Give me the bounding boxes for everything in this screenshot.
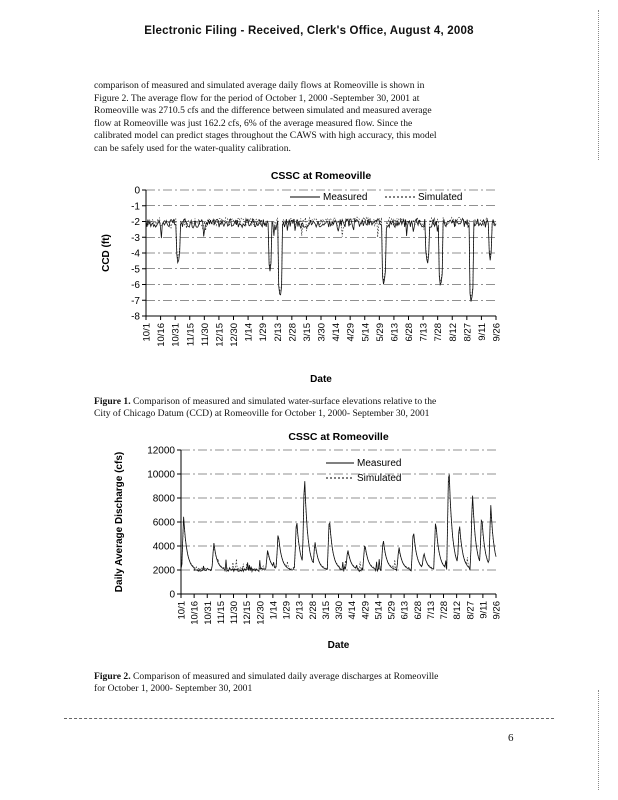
y-tick-label: -7 [131,295,140,307]
x-tick-label: 4/29 [360,601,372,620]
y-tick-label: 0 [134,185,140,197]
y-tick-label: 6000 [152,517,175,529]
x-tick-label: 1/14 [268,601,280,620]
body-line: Figure 2. The average flow for the period of October 1, 2000 -September 30, 2001 at [94,92,420,104]
chart-title: CSSC at Romeoville [288,431,389,443]
figure-2-chart [0,428,618,660]
page-footer-rule [64,718,554,719]
x-tick-label: 12/30 [255,601,267,625]
scan-margin-line [598,10,599,160]
body-line: calibrated model can predict stages throughout the CAWS with high accuracy, this model [94,130,437,142]
y-tick-label: -8 [131,311,140,323]
x-tick-label: 4/29 [345,323,357,342]
x-tick-label: 11/15 [185,323,197,347]
x-tick-label: 3/15 [301,323,313,342]
x-tick-label: 10/31 [202,601,214,625]
x-tick-label: 12/15 [214,323,226,347]
figure-1-caption [94,396,534,421]
x-tick-label: 4/14 [331,323,343,342]
x-tick-label: 10/16 [156,323,168,347]
chart-title: CSSC at Romeoville [270,170,372,182]
x-tick-label: 10/31 [170,323,182,347]
series-line-measured [181,475,496,572]
x-tick-label: 6/13 [389,323,401,342]
x-tick-label: 12/15 [242,601,254,625]
figure-1-caption-text-2: City of Chicago Datum (CCD) at Romeoville for October 1, 2000- September 30, 2001 [94,408,430,420]
y-tick-label: -5 [131,264,140,276]
x-tick-label: 10/1 [176,601,188,620]
y-tick-label: -3 [131,232,140,244]
x-tick-label: 1/14 [243,323,255,342]
figure-2-label: Figure 2. [94,671,131,682]
y-tick-label: -1 [131,201,140,213]
x-tick-label: 5/14 [373,601,385,620]
x-tick-label: 8/12 [452,601,464,620]
body-line: can be safely used for the water-quality calibration. [94,142,291,154]
x-tick-label: 7/13 [425,601,437,620]
page-number: 6 [508,732,514,744]
x-tick-label: 9/11 [478,601,490,619]
legend-label: Measured [357,458,402,469]
legend-label: Simulated [418,192,463,203]
x-tick-label: 11/15 [215,601,227,625]
figure-1-caption-text: Comparison of measured and simulated water-surface elevations relative to the [133,396,437,407]
x-tick-label: 3/30 [316,323,328,342]
figure-2-caption-text-2: for October 1, 2000- September 30, 2001 [94,683,253,695]
body-paragraph [94,80,526,156]
body-line: Romeoville was 2710.5 cfs and the difference between simulated and measured average [94,105,432,117]
x-tick-label: 3/30 [334,601,345,620]
x-tick-label: 2/13 [294,601,306,620]
x-tick-label: 1/29 [258,323,270,342]
x-tick-label: 10/16 [189,601,201,625]
x-tick-label: 2/28 [287,323,299,342]
x-tick-label: 10/1 [141,323,153,342]
y-tick-label: -6 [131,280,140,291]
x-tick-label: 8/27 [465,601,477,620]
y-tick-label: 0 [169,589,175,601]
x-tick-label: 5/29 [386,601,398,620]
figure-1-chart [0,168,618,390]
x-tick-label: 8/12 [447,323,459,342]
y-tick-label: 4000 [152,541,175,553]
filing-header: Electronic Filing - Received, Clerk's Office, August 4, 2008 [144,25,474,37]
y-tick-label: 2000 [152,565,175,577]
x-tick-label: 7/28 [439,601,450,620]
x-tick-label: 6/28 [404,323,415,342]
legend-label: Simulated [357,473,402,484]
x-tick-label: 9/11 [476,323,488,341]
x-tick-label: 5/29 [374,323,386,342]
series-line-simulated [146,217,496,298]
y-tick-label: -4 [131,248,140,260]
y-axis-label: CCD (ft) [101,234,112,272]
y-tick-label: 12000 [147,445,175,457]
x-tick-label: 9/26 [491,323,503,342]
x-tick-label: 6/13 [399,601,411,620]
y-axis-label: Daily Average Discharge (cfs) [114,451,125,593]
scan-margin-line [598,690,599,790]
x-tick-label: 12/30 [229,323,240,347]
x-tick-label: 1/29 [281,601,293,620]
figure-1-label: Figure 1. [94,396,131,407]
y-tick-label: -2 [131,217,140,228]
body-line: flow at Romeoville was just 162.2 cfs, 6% of the average measured flow. Since the [94,117,413,129]
series-line-simulated [181,480,496,571]
x-tick-label: 9/26 [491,601,503,620]
x-tick-label: 2/28 [307,601,319,620]
x-tick-label: 11/30 [229,601,240,625]
x-tick-label: 2/13 [272,323,284,342]
figure-2-caption [94,671,534,696]
series-line-measured [146,219,496,302]
legend-label: Measured [323,192,368,203]
figure-2-caption-text: Comparison of measured and simulated daily average discharges at Romeoville [133,671,439,682]
body-line: comparison of measured and simulated average daily flows at Romeoville is shown in [94,80,425,91]
x-tick-label: 8/27 [462,323,474,342]
y-tick-label: 8000 [152,493,175,505]
x-axis-label: Date [327,640,350,651]
y-tick-label: 10000 [147,469,175,481]
x-tick-label: 5/14 [360,323,372,342]
x-tick-label: 3/15 [320,601,332,620]
x-axis-label: Date [310,374,332,385]
x-tick-label: 6/28 [412,601,424,620]
x-tick-label: 7/13 [418,323,430,342]
x-tick-label: 4/14 [347,601,359,620]
x-tick-label: 7/28 [433,323,445,342]
x-tick-label: 11/30 [199,323,211,347]
